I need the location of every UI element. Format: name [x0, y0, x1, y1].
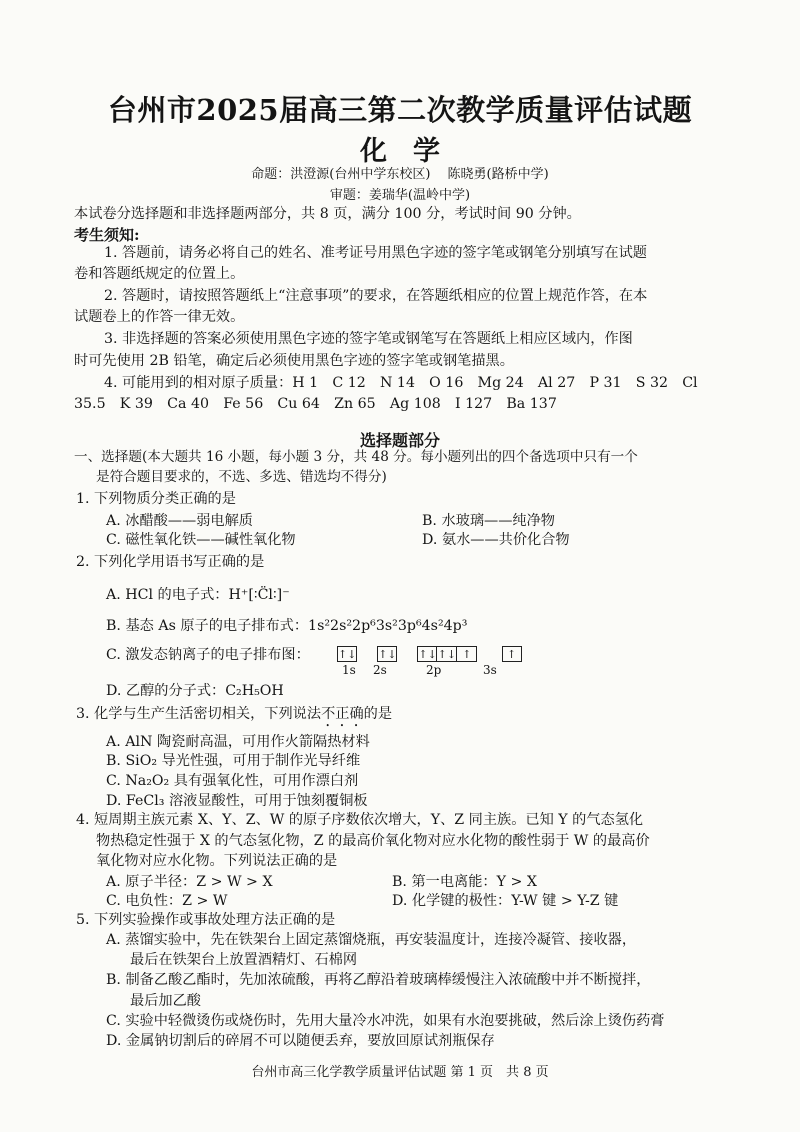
subject-title: 化学	[360, 136, 466, 167]
option-b: B. 水玻璃——纯净物	[422, 513, 555, 529]
option-d: D. 化学键的极性：Y-W 键 > Y-Z 键	[392, 893, 619, 909]
orbital-label-2p: 2p	[426, 663, 442, 677]
section-instruction: 是符合题目要求的，不选、多选、错选均不得分)	[96, 469, 387, 485]
section-instruction: 一、选择题(本大题共 16 小题，每小题 3 分，共 48 分。每小题列出的四个备选项中只有一个	[74, 449, 638, 465]
option-c: C. Na₂O₂ 具有强氧化性，可用作漂白剂	[106, 773, 359, 789]
question-stem: 4. 短周期主族元素 X、Y、Z、W 的原子序数依次增大，Y、Z 同主族。已知 Y 的气态氢化	[76, 812, 644, 828]
option-b: B. 基态 As 原子的电子排布式：1s²2s²2p⁶3s²3p⁶4s²4p³	[106, 618, 468, 634]
option-a-label: A. HCl 的电子式：	[106, 587, 229, 603]
orbital-box-3s: ↑	[502, 646, 522, 662]
option-c-label: C. 激发态钠离子的电子排布图：	[106, 647, 310, 663]
notice-line: 试题卷上的作答一律无效。	[74, 309, 245, 325]
notice-line: 3. 非选择题的答案必须使用黑色字迹的签字笔或钢笔写在答题纸上相应区域内，作图	[104, 331, 633, 347]
section-title: 选择题部分	[359, 431, 440, 450]
question-stem: 1. 下列物质分类正确的是	[76, 491, 236, 507]
orbital-box-2p: ↑	[457, 646, 477, 662]
question-stem	[76, 705, 392, 730]
option-a	[106, 586, 290, 604]
option-b-cont: 最后加乙酸	[130, 993, 201, 1009]
orbital-box-2s: ↑↓	[378, 647, 397, 661]
option-d: D. 金属钠切割后的碎屑不可以随便丢弃，要放回原试剂瓶保存	[106, 1033, 495, 1049]
option-d: D. FeCl₃ 溶液显酸性，可用于蚀刻覆铜板	[106, 793, 368, 809]
exam-title: 台州市2025届高三第二次教学质量评估试题	[107, 93, 693, 127]
option-a: A. 蒸馏实验中，先在铁架台上固定蒸馏烧瓶，再安装温度计，连接冷凝管、接收器，	[106, 932, 637, 948]
option-a-cont: 最后在铁架台上放置酒精灯、石棉网	[130, 952, 358, 968]
option-a: A. AlN 陶瓷耐高温，可用作火箭隔热材料	[106, 734, 370, 750]
notice-line: 1. 答题前，请务必将自己的姓名、准考证号用黑色字迹的签字笔或钢笔分别填写在试题	[104, 245, 647, 261]
option-d: D. 氨水——共价化合物	[422, 532, 570, 548]
notice-line: 35.5 K 39 Ca 40 Fe 56 Cu 64 Zn 65 Ag 108 I 127 Ba 137	[74, 396, 557, 412]
emphasis-text: 不正确	[321, 706, 364, 722]
notice-line: 时可先使用 2B 铅笔，确定后必须使用黑色字迹的签字笔或钢笔描黑。	[74, 353, 514, 369]
orbital-box-1s: ↑↓	[338, 647, 357, 661]
orbital-box-2p: ↑↓	[437, 647, 457, 661]
option-c: C. 磁性氧化铁——碱性氧化物	[106, 532, 296, 548]
question-stem: 物热稳定性强于 X 的气态氢化物，Z 的最高价氧化物对应水化物的酸性弱于 W 的最高价	[96, 833, 650, 849]
notice-line: 2. 答题时，请按照答题纸上“注意事项”的要求，在答题纸相应的位置上规范作答，在本	[104, 288, 648, 304]
question-stem: 5. 下列实验操作或事故处理方法正确的是	[76, 912, 336, 928]
option-a: A. 冰醋酸——弱电解质	[106, 513, 253, 529]
option-d: D. 乙醇的分子式：C₂H₅OH	[106, 683, 284, 699]
notice-line: 4. 可能用到的相对原子质量：H 1 C 12 N 14 O 16 Mg 24 Al 27 P 31 S 32 Cl	[104, 375, 698, 391]
stem-text: 3. 化学与生产生活密切相关，下列说法	[76, 706, 322, 722]
authors-line: 命题：洪澄源(台州中学东校区) 陈晓勇(路桥中学)	[251, 167, 549, 182]
electron-formula: H⁺[∶C̈l∶]⁻	[228, 587, 290, 603]
notice-heading: 考生须知:	[74, 226, 140, 244]
option-c: C. 电负性：Z > W	[106, 893, 228, 909]
orbital-label-2s: 2s	[373, 663, 387, 677]
option-b: B. SiO₂ 导光性强，可用于制作光导纤维	[106, 753, 361, 769]
question-stem: 2. 下列化学用语书写正确的是	[76, 554, 265, 570]
stem-text: 的是	[363, 706, 393, 722]
orbital-label-1s: 1s	[342, 663, 356, 677]
intro-line: 本试卷分选择题和非选择题两部分，共 8 页，满分 100 分，考试时间 90 分钟。	[74, 206, 581, 222]
option-c	[106, 646, 310, 664]
page-footer: 台州市高三化学教学质量评估试题 第 1 页 共 8 页	[251, 1065, 549, 1080]
question-stem: 氧化物对应水化物。下列说法正确的是	[96, 853, 338, 869]
notice-line: 卷和答题纸规定的位置上。	[74, 266, 245, 282]
orbital-label-3s: 3s	[483, 663, 497, 677]
orbital-diagram	[337, 643, 522, 662]
option-a: A. 原子半径：Z > W > X	[106, 874, 273, 890]
option-b: B. 制备乙酸乙酯时，先加浓硫酸，再将乙醇沿着玻璃棒缓慢注入浓硫酸中并不断搅拌，	[106, 972, 651, 988]
option-b: B. 第一电离能：Y > X	[392, 874, 537, 890]
orbital-box-2p: ↑↓	[418, 647, 437, 661]
option-c: C. 实验中轻微烫伤或烧伤时，先用大量冷水冲洗，如果有水泡要挑破，然后涂上烫伤药膏	[106, 1013, 665, 1029]
reviewer-line: 审题：姜瑞华(温岭中学)	[329, 188, 471, 203]
